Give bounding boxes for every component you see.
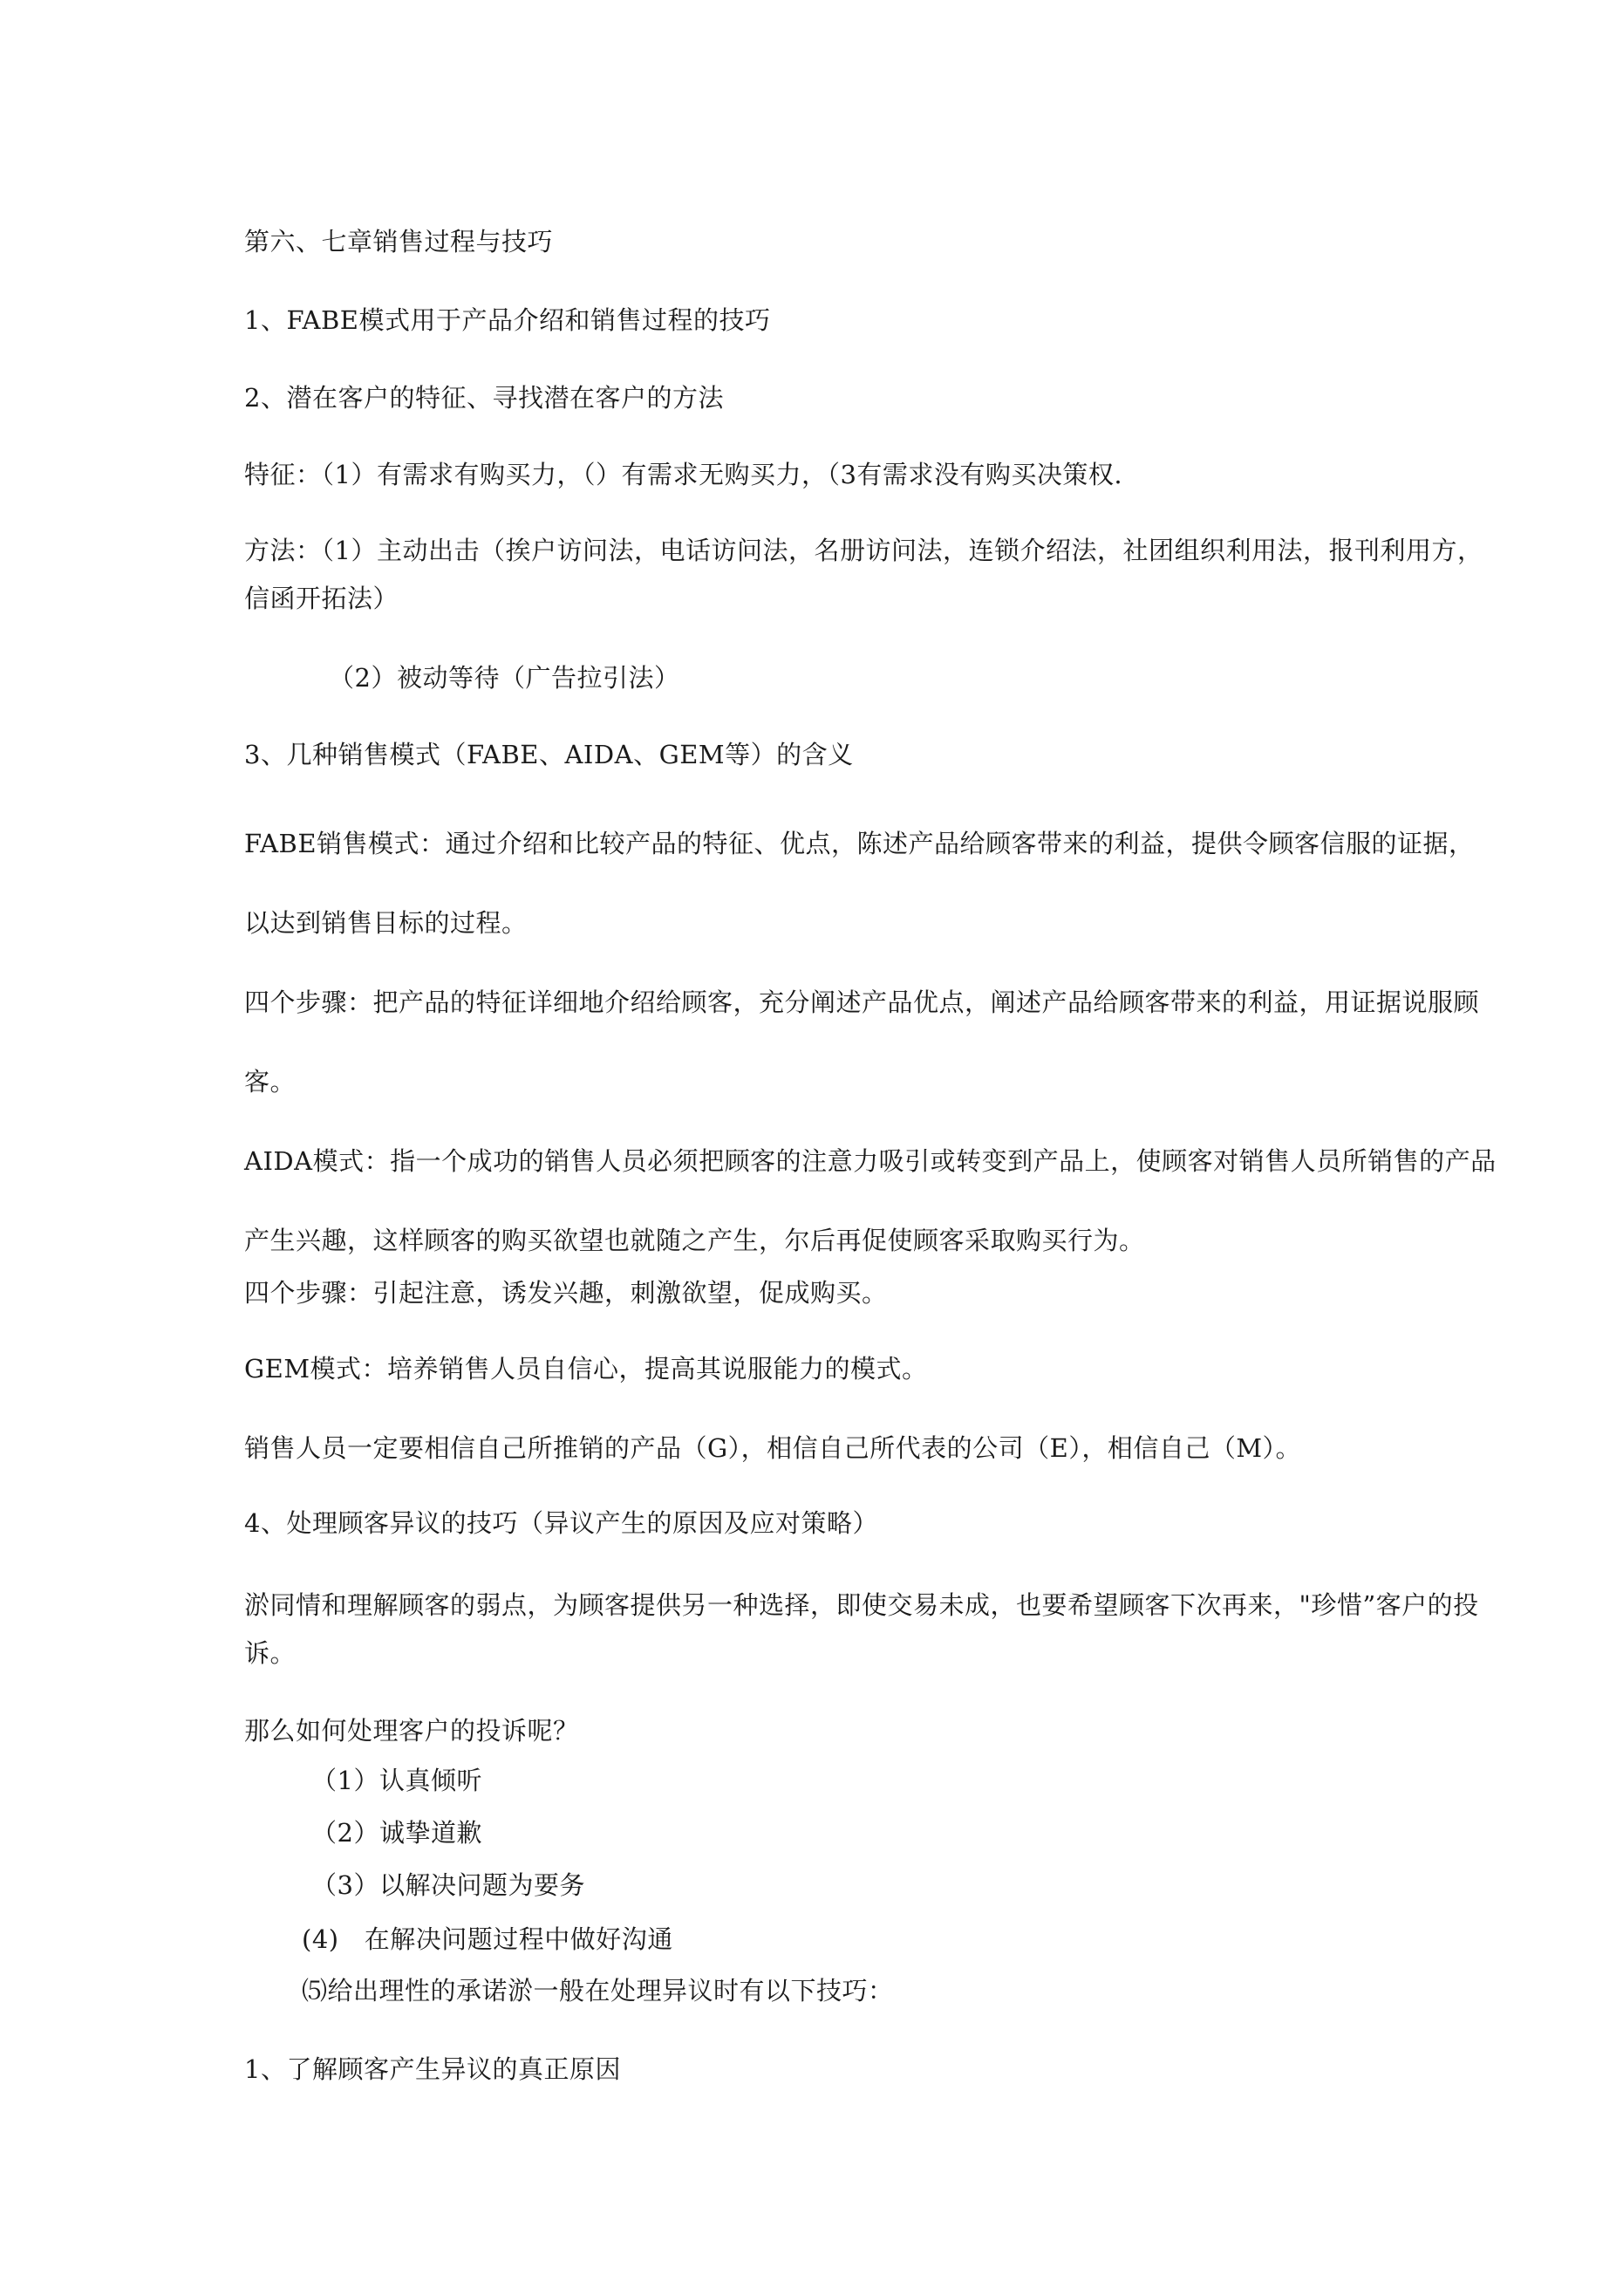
complaint-question: 那么如何处理客户的投诉呢？ xyxy=(244,1716,579,1746)
complaint-step-3: （3）以解决问题为要务 xyxy=(311,1870,585,1900)
objection-intro: 淤同情和理解顾客的弱点，为顾客提供另一种选择，即使交易未成，也要希望顾客下次再来，"珍惜”客户的投诉。 xyxy=(244,1590,1479,1668)
section-2-heading: 2、潜在客户的特征、寻找潜在客户的方法 xyxy=(244,383,724,413)
customer-methods-active: 方法：（1）主动出击（挨户访问法，电话访问法，名册访问法，连锁介绍法，社团组织利用法，报刊利用方，信函开拓法） xyxy=(244,536,1483,613)
aida-definition: AIDA模式：指一个成功的销售人员必须把顾客的注意力吸引或转变到产品上，使顾客对销售人员所销售的产品产生兴趣，这样顾客的购买欲望也就随之产生，尔后再促使顾客采取购买行为。 xyxy=(244,1146,1497,1255)
fabe-definition: FABE销售模式：通过介绍和比较产品的特征、优点，陈述产品给顾客带来的利益，提供令顾客信服的证据，以达到销售目标的过程。 xyxy=(244,829,1475,938)
chapter-title: 第六、七章销售过程与技巧 xyxy=(244,227,554,256)
customer-methods-passive: （2）被动等待（广告拉引法） xyxy=(329,663,680,693)
fabe-steps: 四个步骤：把产品的特征详细地介绍给顾客，充分阐述产品优点，阐述产品给顾客带来的利益，用证据说服顾客。 xyxy=(244,987,1480,1097)
gem-definition: GEM模式：培养销售人员自信心，提高其说服能力的模式。 xyxy=(244,1354,928,1384)
complaint-step-1: （1）认真倾听 xyxy=(311,1766,482,1795)
section-1-heading: 1、FABE模式用于产品介绍和销售过程的技巧 xyxy=(244,305,771,335)
aida-steps: 四个步骤：引起注意，诱发兴趣，刺激欲望，促成购买。 xyxy=(244,1278,888,1308)
complaint-step-4: (4) 在解决问题过程中做好沟通 xyxy=(302,1924,673,1954)
tip-1: 1、了解顾客产生异议的真正原因 xyxy=(244,2054,621,2084)
section-4-heading: 4、处理顾客异议的技巧（异议产生的原因及应对策略） xyxy=(244,1508,878,1538)
gem-detail: 销售人员一定要相信自己所推销的产品（G），相信自己所代表的公司（E），相信自己（M）。 xyxy=(244,1433,1302,1463)
complaint-step-2: （2）诚挚道歉 xyxy=(311,1818,482,1848)
customer-features: 特征：（1）有需求有购买力，（）有需求无购买力，（3有需求没有购买决策权. xyxy=(244,460,1123,489)
section-3-heading: 3、几种销售模式（FABE、AIDA、GEM等）的含义 xyxy=(244,740,854,769)
complaint-step-5: ⑸给出理性的承诺淤一般在处理异议时有以下技巧： xyxy=(302,1976,894,2006)
